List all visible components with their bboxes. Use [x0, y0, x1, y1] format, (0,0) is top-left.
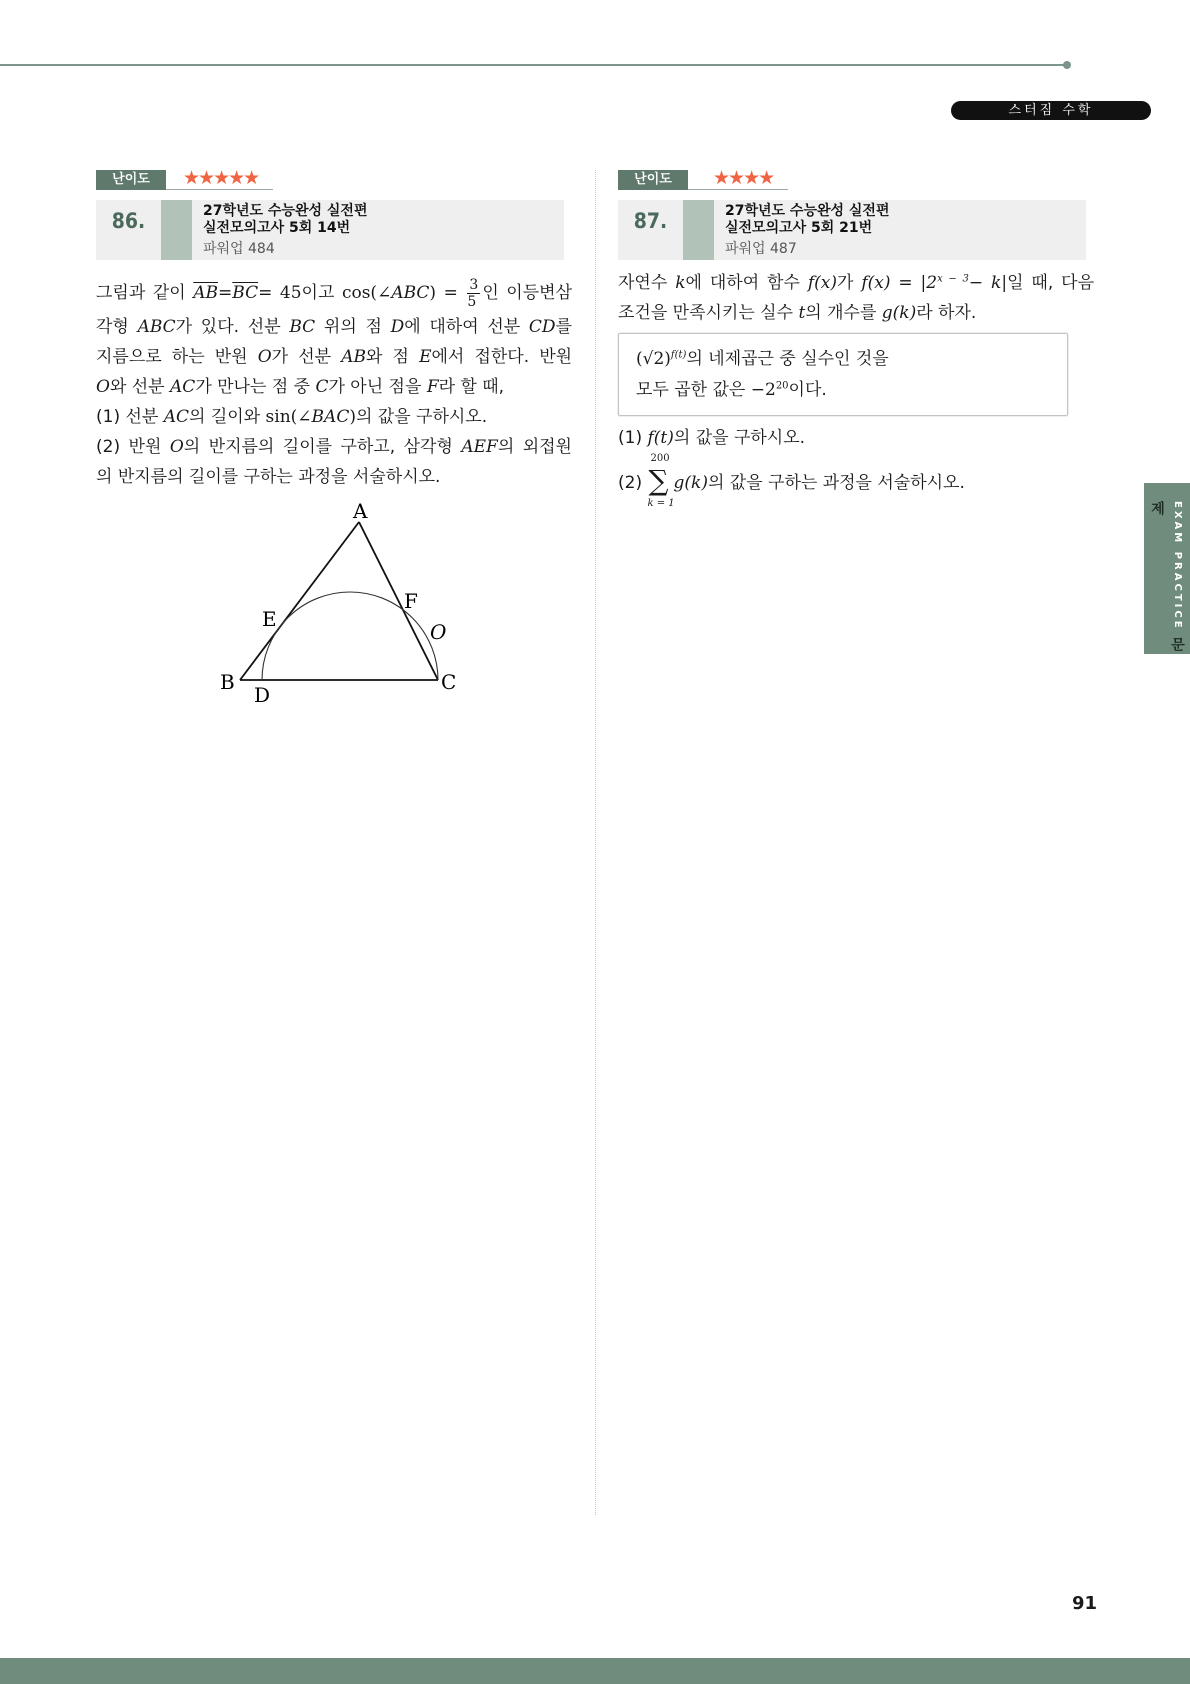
p87-line-1: 자연수 k에 대하여 함수 f(x)가 $f(x) = |2^{x - 3}- k|$일 때, 다음	[618, 273, 1094, 293]
page-number: 91	[1072, 1593, 1098, 1614]
header-rule	[0, 64, 1068, 66]
segment-ab	[240, 522, 359, 680]
label-c: C	[441, 670, 457, 694]
condition-line-1: $(√2)^{f(t)}$의 네제곱근 중 실수인 것을	[636, 349, 889, 369]
p86-question-2: (2) 반원 O의 반지름의 길이를 구하고, 삼각형 AEF의 외접원	[96, 437, 572, 457]
p86-question-2-cont: 의 반지름의 길이를 구하는 과정을 서술하시오.	[96, 467, 441, 487]
source-text	[725, 203, 889, 258]
source-text	[203, 203, 367, 258]
difficulty-label: 난이도	[96, 170, 166, 190]
source-line-1: 27학년도 수능완성 실전편	[725, 203, 890, 219]
problem-number: 86.	[111, 209, 146, 233]
fraction-three-fifths: $\frac{3}{5}$	[467, 276, 479, 310]
powerup-ref: 파워업 484	[203, 241, 275, 257]
footer-band	[0, 1658, 1190, 1684]
triangle-figure	[210, 498, 460, 708]
column-divider	[595, 170, 596, 1515]
condition-line-2: 모두 곱한 값은 $-2^{20}$이다.	[636, 380, 827, 400]
source-line-1: 27학년도 수능완성 실전편	[203, 203, 368, 219]
difficulty-stars: ★★★★★	[183, 167, 259, 189]
source-strip	[683, 200, 714, 260]
p86-question-1: (1) 선분 AC의 길이와 sin(∠BAC)의 값을 구하시오.	[96, 407, 488, 427]
problem-87-questions	[618, 423, 1094, 509]
label-e: E	[262, 607, 277, 631]
p87-question-1: (1) f(t)의 값을 구하시오.	[618, 428, 806, 448]
condition-box	[618, 333, 1068, 416]
p86-line-1: 그림과 같이 $\overline{AB}=\overline{BC}= 45$이고 cos(∠ABC) = $\frac{3}{5}$ 인 이등변삼	[96, 276, 572, 310]
source-box-87	[618, 200, 1086, 260]
brand-badge: 스터짐 수학	[951, 101, 1151, 120]
powerup-ref: 파워업 487	[725, 241, 797, 257]
p86-line-4: O와 선분 AC가 만나는 점 중 C가 아닌 점을 F라 할 때,	[96, 377, 505, 397]
p86-line-2: 각형 ABC가 있다. 선분 BC 위의 점 D에 대하여 선분 CD를	[96, 317, 572, 337]
problem-86-text	[96, 276, 572, 492]
label-d: D	[254, 683, 271, 707]
difficulty-label: 난이도	[618, 170, 688, 190]
label-b: B	[220, 670, 235, 694]
source-strip	[161, 200, 192, 260]
label-f: F	[404, 589, 418, 613]
difficulty-underline	[688, 189, 788, 190]
side-section-tab	[1144, 483, 1190, 654]
source-line-2: 실전모의고사 5회 14번	[203, 220, 351, 236]
header-rule-dot	[1063, 61, 1071, 69]
summation-symbol: 200 ∑ k = 1	[647, 453, 675, 509]
p87-line-2: 조건을 만족시키는 실수 t의 개수를 g(k)라 하자.	[618, 303, 977, 323]
difficulty-stars: ★★★★	[713, 167, 774, 189]
source-box-86	[96, 200, 564, 260]
p87-question-2: (2) 200 ∑ k = 1 g(k)의 값을 구하는 과정을 서술하시오.	[618, 453, 965, 509]
label-a: A	[353, 499, 368, 523]
segment-ac	[359, 522, 438, 680]
p86-line-3: 지름으로 하는 반원 O가 선분 AB와 점 E에서 접한다. 반원	[96, 347, 573, 367]
source-line-2: 실전모의고사 5회 21번	[725, 220, 873, 236]
problem-number: 87.	[633, 209, 668, 233]
difficulty-underline	[166, 189, 273, 190]
label-o: O	[430, 620, 447, 644]
side-tab-text: EXAM PRACTICE문제	[1149, 501, 1185, 652]
problem-87-text	[618, 268, 1094, 328]
